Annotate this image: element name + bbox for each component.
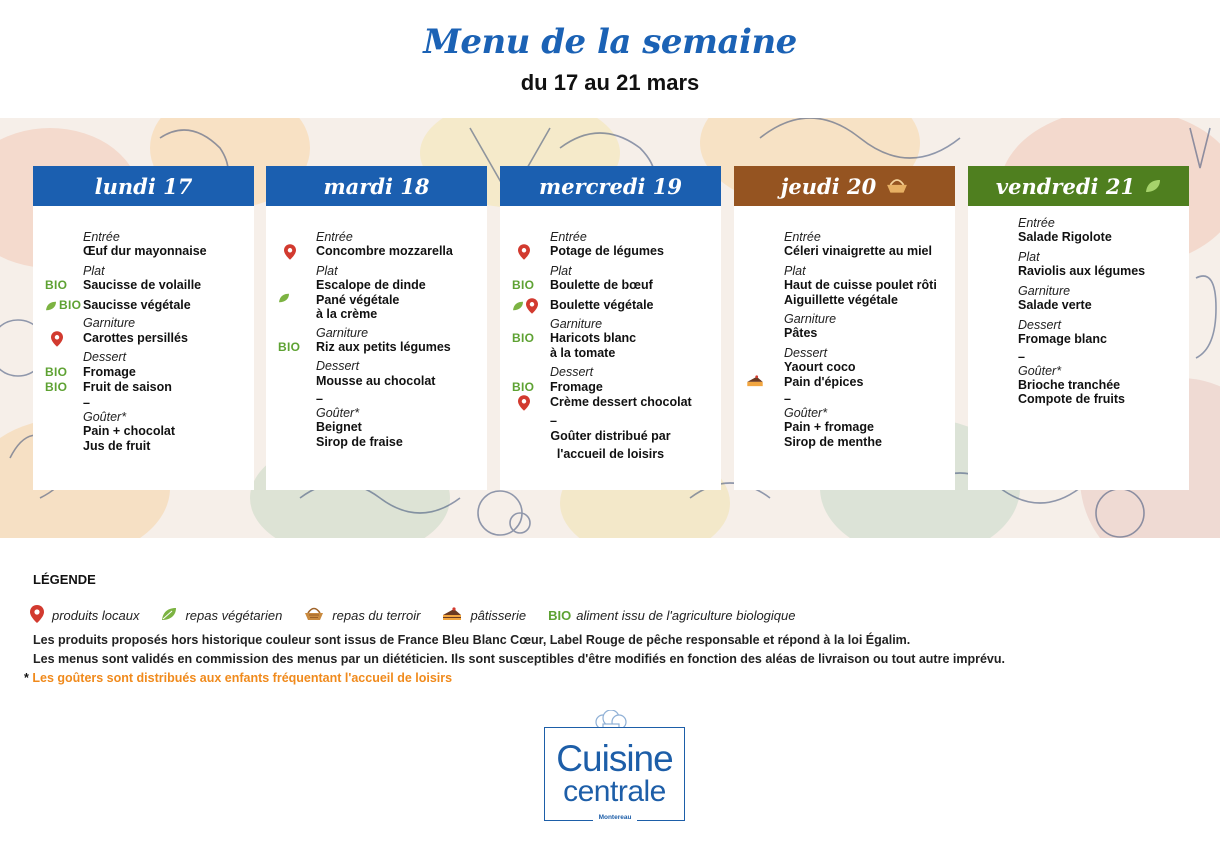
- dish-name: Brioche tranchée: [1018, 378, 1121, 392]
- dish-name: Concombre mozzarella: [316, 244, 453, 258]
- bio-mark: BIO: [512, 331, 535, 345]
- day-header: [968, 166, 1189, 206]
- course-label: Plat: [1018, 250, 1040, 264]
- legend-text-pastry: pâtisserie: [470, 608, 527, 623]
- bio-label: [278, 340, 300, 355]
- bio-label: BIO: [548, 608, 572, 623]
- day-header: [500, 166, 721, 206]
- dish-name: Saucisse végétale: [83, 298, 191, 312]
- dish-name: Sirop de fraise: [316, 435, 403, 449]
- dish-name: Escalope de dinde: [316, 278, 426, 292]
- cake-icon: [746, 375, 764, 387]
- bio-label: [512, 278, 534, 293]
- dish-name: Carottes persillés: [83, 331, 188, 345]
- bio-mark: BIO: [45, 278, 68, 292]
- bio-mark: BIO: [512, 380, 535, 394]
- dish-name: Haricots blanc: [550, 331, 637, 345]
- day-card-5: [968, 166, 1189, 490]
- leaf-icon: [278, 293, 290, 303]
- dish-name: Goûter distribué par: [550, 429, 671, 443]
- bio-mark: BIO: [45, 380, 68, 394]
- pin-icon: [30, 605, 44, 626]
- course-label: Garniture: [550, 317, 603, 331]
- legend-title: LÉGENDE: [33, 572, 96, 587]
- dish-name: Salade Rigolote: [1018, 230, 1112, 244]
- dish-name: –: [1018, 350, 1025, 364]
- dish-name: Sirop de menthe: [784, 435, 882, 449]
- course-label: Dessert: [784, 346, 828, 360]
- course-label: Entrée: [83, 230, 120, 244]
- course-label: Goûter*: [83, 410, 127, 424]
- course-label: Plat: [784, 264, 806, 278]
- dish-name: l'accueil de loisirs: [556, 447, 665, 461]
- dish-name: Beignet: [316, 420, 362, 434]
- dish-name: Aiguillette végétale: [784, 293, 898, 307]
- legend-text-bio: aliment issu de l'agriculture biologique: [576, 608, 796, 623]
- dish-name: à la tomate: [550, 346, 616, 360]
- course-label: Garniture: [1018, 284, 1071, 298]
- dish-name: –: [83, 396, 90, 410]
- dish-name: Compote de fruits: [1018, 392, 1125, 406]
- dish-name: Pain d'épices: [784, 375, 864, 389]
- logo-town: Montereau: [593, 814, 637, 826]
- course-label: Garniture: [784, 312, 837, 326]
- day-card-3: [500, 166, 721, 490]
- dish-name: Haut de cuisse poulet rôti: [784, 278, 937, 292]
- basket-icon: [304, 607, 324, 624]
- bio-mark: BIO: [512, 278, 535, 292]
- dish-name: Pâtes: [784, 326, 818, 340]
- day-card-1: [33, 166, 254, 490]
- course-label: Plat: [316, 264, 338, 278]
- dish-name: Mousse au chocolat: [316, 374, 436, 388]
- dish-name: Fromage: [83, 365, 136, 379]
- course-label: Dessert: [550, 365, 594, 379]
- dish-name: Pain + chocolat: [83, 424, 176, 438]
- dish-name: Œuf dur mayonnaise: [83, 244, 207, 258]
- day-title: lundi 17: [94, 173, 193, 199]
- legend-note-1: Les produits proposés hors historique couleur sont issus de France Bleu Blanc Cœur, Label Rouge de pêche responsable et répond à la loi Égalim.: [33, 633, 911, 647]
- legend-text-terroir: repas du terroir: [332, 608, 421, 623]
- dish-name: à la crème: [316, 307, 378, 321]
- pin-icon: [51, 331, 63, 347]
- dish-name: –: [550, 414, 557, 428]
- legend-note-2: Les menus sont validés en commission des menus par un diététicien. Ils sont susceptibles d'être modifiés en fonction des aléas de livraison ou tout autre imprévu.: [33, 652, 1005, 666]
- bio-mark: BIO: [45, 365, 68, 379]
- legend-item-vegetarian: [161, 607, 282, 624]
- dish-name: Fromage: [550, 380, 603, 394]
- dish-name: Salade verte: [1018, 298, 1092, 312]
- day-title: mardi 18: [323, 173, 430, 199]
- cuisine-centrale-logo: [544, 727, 685, 821]
- dish-name: Yaourt coco: [784, 360, 856, 374]
- bio-label: [45, 365, 67, 380]
- dish-name: Riz aux petits légumes: [316, 340, 451, 354]
- bio-label: [45, 380, 67, 395]
- legend-item-terroir: [304, 607, 420, 624]
- course-label: Goûter*: [316, 406, 360, 420]
- course-label: Entrée: [1018, 216, 1055, 230]
- legend-item-bio: [548, 608, 795, 623]
- day-header: [734, 166, 955, 206]
- day-card-2: [266, 166, 487, 490]
- dish-name: Boulette végétale: [550, 298, 654, 312]
- page-subtitle: du 17 au 21 mars: [520, 70, 700, 95]
- day-title: jeudi 20: [780, 173, 877, 199]
- dish-name: –: [784, 392, 791, 406]
- dish-name: Fruit de saison: [83, 380, 172, 394]
- dish-name: Jus de fruit: [83, 439, 151, 453]
- course-label: Goûter*: [1018, 364, 1062, 378]
- course-label: Plat: [83, 264, 105, 278]
- course-label: Garniture: [83, 316, 136, 330]
- day-card-4: [734, 166, 955, 490]
- bio-mark: BIO: [59, 298, 82, 312]
- bio-mark: BIO: [278, 340, 301, 354]
- course-label: Plat: [550, 264, 572, 278]
- footnote: [24, 671, 452, 685]
- legend-items: [30, 605, 818, 626]
- pin-icon: [284, 244, 296, 260]
- page-title: Menu de la semaine: [423, 22, 797, 62]
- leaf-icon: [161, 607, 177, 624]
- logo-line-1: Cuisine: [556, 738, 673, 779]
- leaf-icon: [45, 298, 81, 313]
- bio-label: [512, 380, 534, 395]
- dish-name: Crème dessert chocolat: [550, 395, 692, 409]
- course-label: Entrée: [784, 230, 821, 244]
- logo-line-2: centrale: [563, 775, 666, 808]
- dish-name: Saucisse de volaille: [83, 278, 202, 292]
- bio-label: [512, 331, 534, 346]
- day-header: [266, 166, 487, 206]
- legend-text-vegetarian: repas végétarien: [185, 608, 283, 623]
- day-title: vendredi 21: [995, 173, 1136, 199]
- dish-name: Fromage blanc: [1018, 332, 1107, 346]
- pin-icon: [518, 395, 530, 411]
- legend-item-pastry: [442, 607, 526, 624]
- dish-name: Raviolis aux légumes: [1018, 264, 1146, 278]
- course-label: Entrée: [316, 230, 353, 244]
- dish-name: Pain + fromage: [784, 420, 874, 434]
- cake-icon: [442, 607, 462, 624]
- day-title: mercredi 19: [538, 173, 683, 199]
- dish-name: –: [316, 392, 323, 406]
- dish-name: Potage de légumes: [550, 244, 664, 258]
- bio-label: [45, 278, 67, 293]
- course-label: Dessert: [83, 350, 127, 364]
- course-label: Dessert: [1018, 318, 1062, 332]
- footnote-star: *: [24, 671, 29, 685]
- dish-name: Boulette de bœuf: [550, 278, 653, 292]
- course-label: Entrée: [550, 230, 587, 244]
- basket-icon: [886, 178, 908, 194]
- footnote-text: Les goûters sont distribués aux enfants fréquentant l'accueil de loisirs: [32, 671, 453, 685]
- course-label: Garniture: [316, 326, 369, 340]
- leaf-pin-icon: [512, 298, 538, 314]
- leaf-icon: [1145, 179, 1161, 193]
- pin-icon: [518, 244, 530, 260]
- day-header: [33, 166, 254, 206]
- dish-name: Céleri vinaigrette au miel: [784, 244, 932, 258]
- course-label: Goûter*: [784, 406, 828, 420]
- dish-name: Pané végétale: [316, 293, 400, 307]
- legend-text-local: produits locaux: [52, 608, 140, 623]
- course-label: Dessert: [316, 359, 360, 373]
- legend-item-local: [30, 605, 139, 626]
